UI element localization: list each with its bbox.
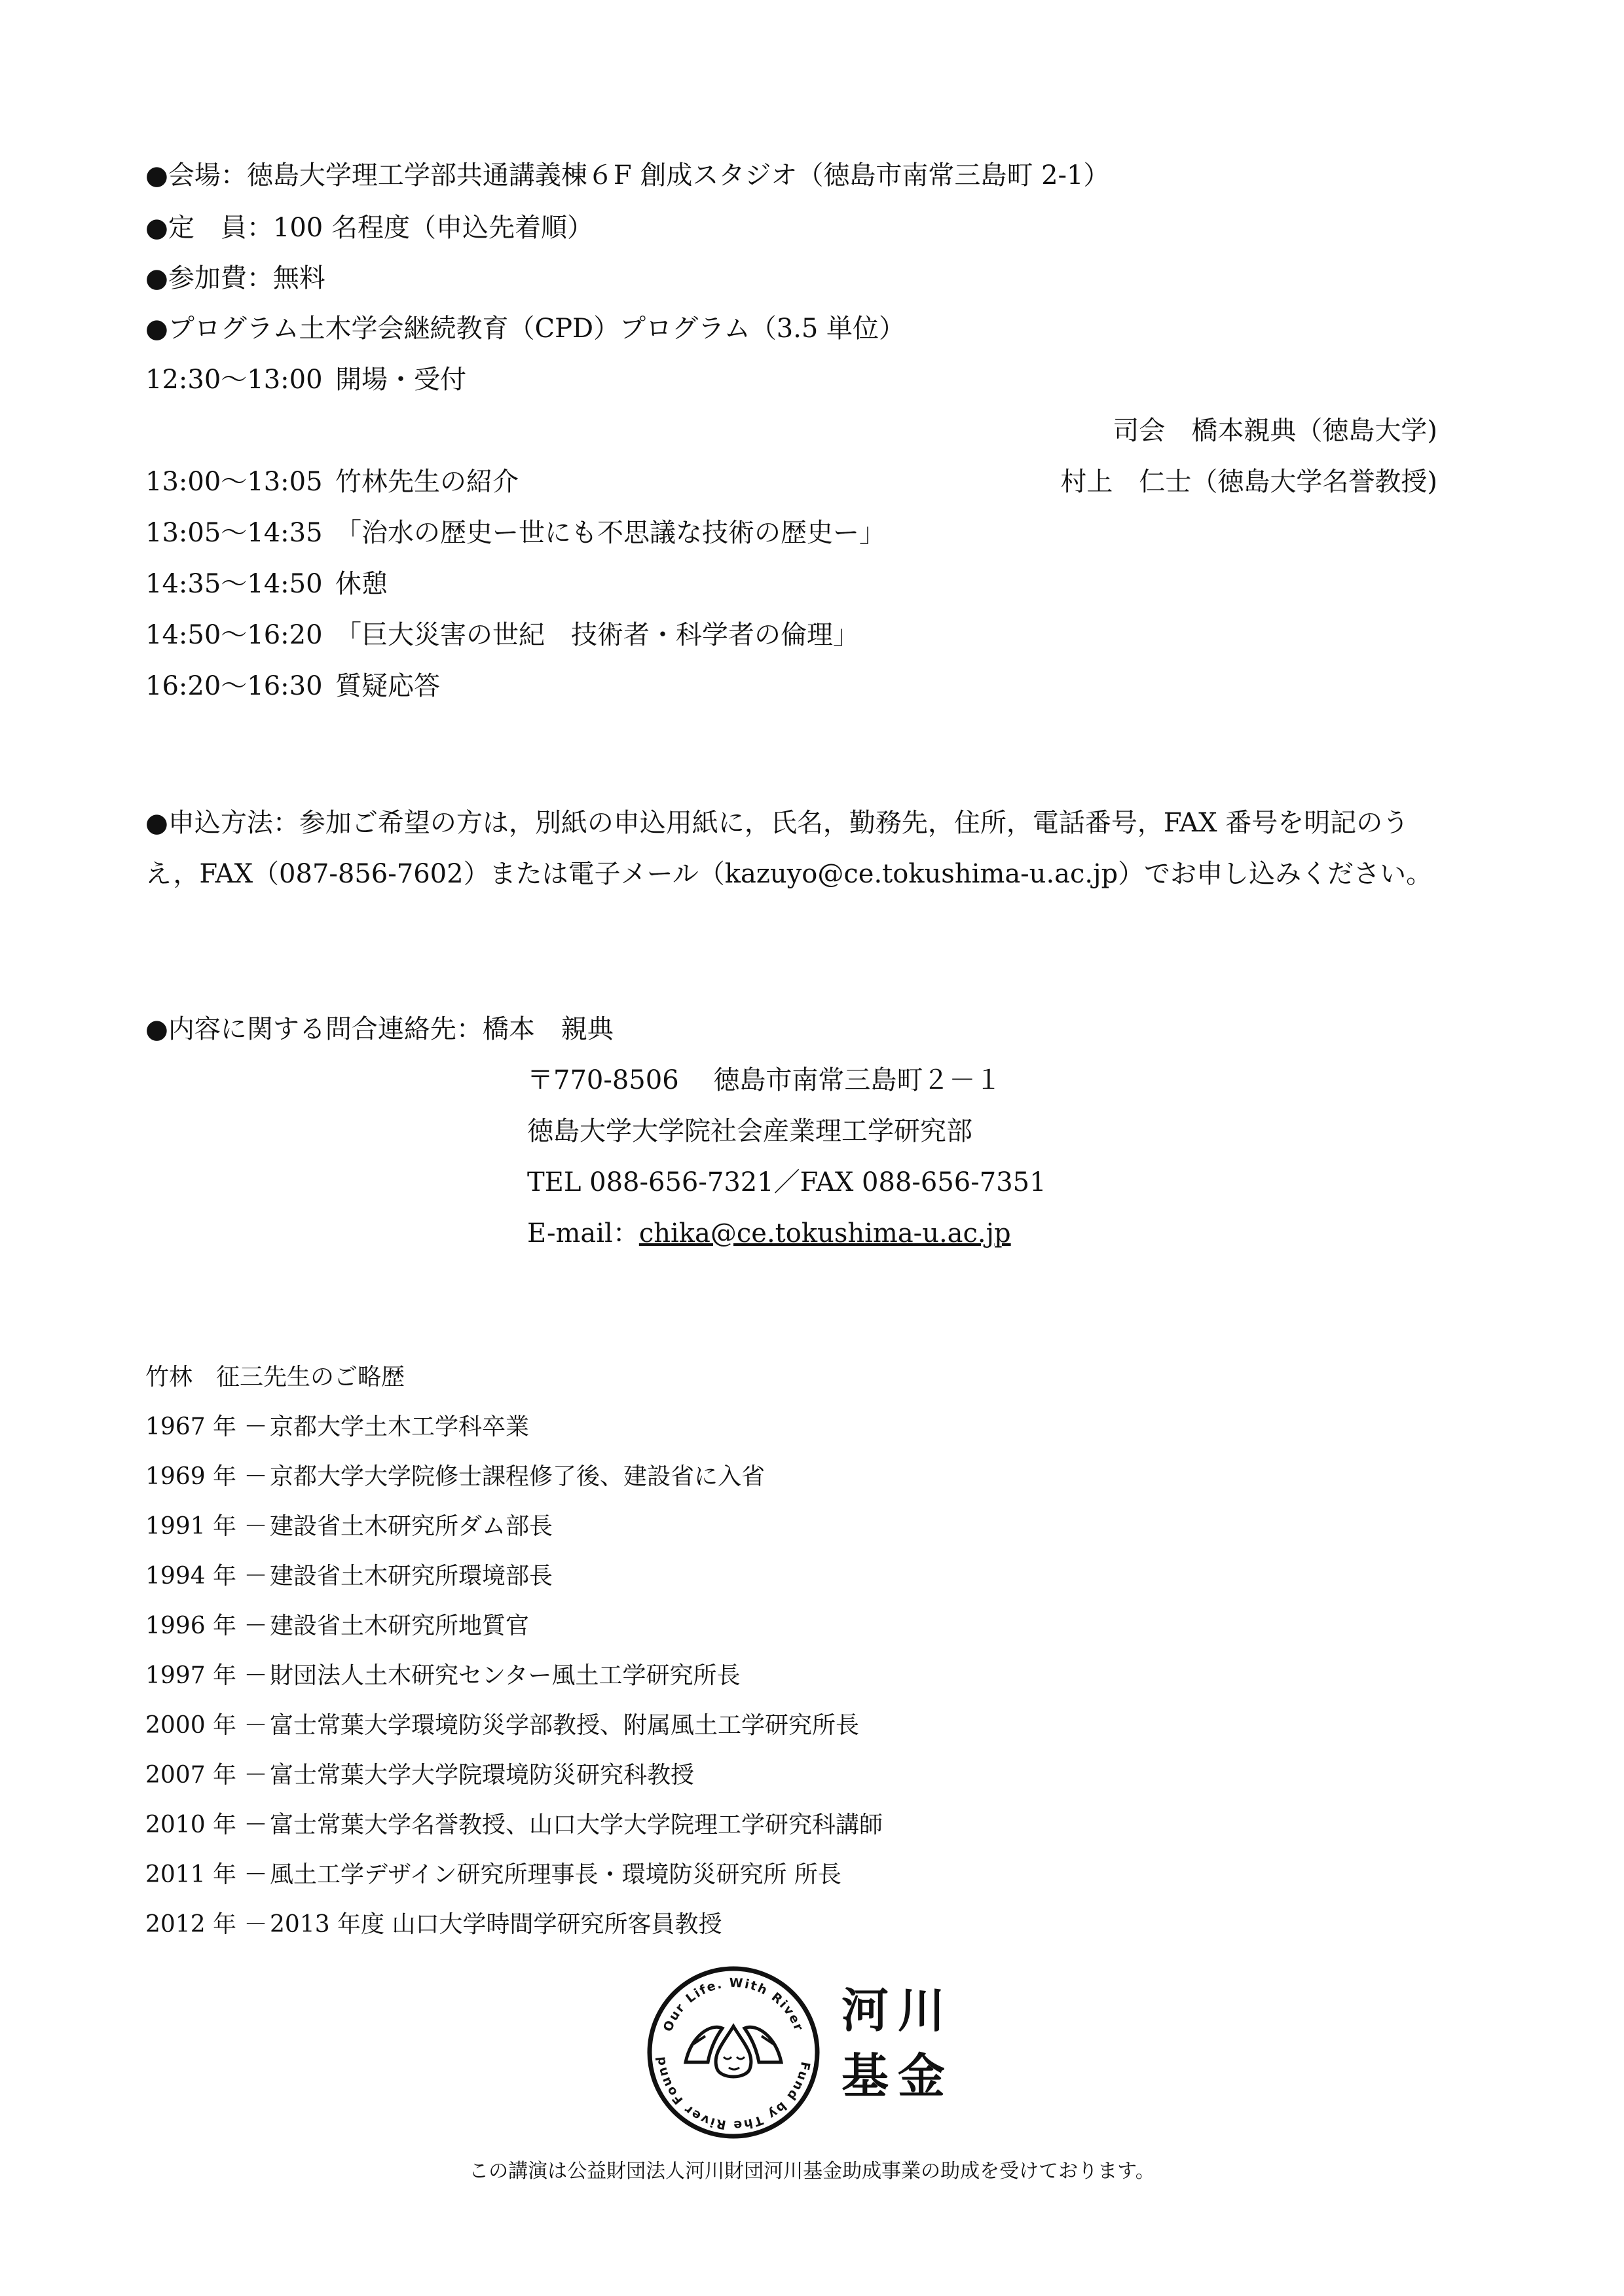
biography-item: [145, 1415, 529, 1439]
contact-phone: TEL 088-656-7321／FAX 088-656-7351: [527, 1167, 1046, 1197]
contact-address: 〒770-8506 徳島市南常三島町２－１: [527, 1065, 1002, 1095]
river-fund-logo: [645, 1964, 822, 2141]
schedule-desc: 「巨大災害の世紀 技術者・科学者の倫理」: [335, 620, 859, 650]
schedule-desc: 竹林先生の紹介: [335, 467, 519, 497]
schedule-row: [145, 571, 388, 597]
application-paragraph: ●申込方法：参加ご希望の方は，別紙の申込用紙に，氏名，勤務先，住所，電話番号，FAX 番号を明記のうえ，FAX（087-856-7602）または電子メール（kazuyo@ce.tokushima-u.ac.jp）でお申し込みください。: [145, 808, 1433, 889]
bio-text: 財団法人土木研究センター風土工学研究所長: [270, 1662, 741, 1689]
biography-item: [145, 1664, 741, 1688]
river-fund-emblem-icon: [645, 1964, 822, 2141]
bio-text: 建設省土木研究所ダム部長: [270, 1513, 553, 1540]
schedule-desc: 休憩: [335, 569, 388, 599]
biography-title: 竹林 征三先生のご略歴: [145, 1364, 405, 1391]
bio-year: 1991 年 －: [145, 1513, 268, 1540]
bio-text: 2013 年度 山口大学時間学研究所客員教授: [270, 1911, 722, 1938]
schedule-time: 13:05～14:35: [145, 518, 323, 548]
svg-text:River Fund by The River Founda: Fund by The River Found: [653, 2054, 813, 2133]
biography-item: [145, 1714, 859, 1738]
intro-line: 村上 仁士（徳島大学名誉教授): [1060, 467, 1437, 497]
contact-label: ●内容に関する問合連絡先：橋本 親典: [145, 1014, 614, 1044]
biography-item: [145, 1614, 529, 1638]
schedule-time: 14:35～14:50: [145, 569, 323, 599]
mc-line: 司会 橋本親典（徳島大学): [1113, 416, 1437, 446]
bio-year: 1996 年 －: [145, 1613, 268, 1639]
schedule-time: 12:30～13:00: [145, 365, 323, 395]
biography-item: [145, 1515, 553, 1539]
bio-year: 2007 年 －: [145, 1762, 268, 1789]
bio-text: 富士常葉大学環境防災学部教授、附属風土工学研究所長: [270, 1712, 860, 1739]
schedule-time: 13:00～13:05: [145, 467, 323, 497]
bio-text: 富士常葉大学大学院環境防災研究科教授: [270, 1762, 695, 1789]
capacity-line: ●定 員：100 名程度（申込先着順）: [145, 213, 593, 243]
bio-year: 1997 年 －: [145, 1662, 268, 1689]
logo-text-line2: 基金: [841, 2049, 955, 2104]
program-line: ●プログラム土木学会継続教育（CPD）プログラム（3.5 単位）: [145, 314, 906, 344]
bio-year: 2010 年 －: [145, 1812, 268, 1838]
schedule-row: [145, 520, 885, 546]
venue-line: ●会場：徳島大学理工学部共通講義棟６F 創成スタジオ（徳島市南常三島町 2-1）: [145, 160, 1110, 191]
schedule-row: [145, 469, 519, 495]
footer-note: この講演は公益財団法人河川財団河川基金助成事業の助成を受けております。: [469, 2160, 1155, 2183]
bio-text: 富士常葉大学名誉教授、山口大学大学院理工学研究科講師: [270, 1812, 883, 1838]
fee-line: ●参加費：無料: [145, 263, 325, 293]
schedule-time: 16:20～16:30: [145, 671, 323, 701]
schedule-desc: 開場・受付: [335, 365, 466, 395]
logo-text-line1: 河川: [841, 1983, 955, 2038]
schedule-time: 14:50～16:20: [145, 620, 323, 650]
email-link[interactable]: chika@ce.tokushima-u.ac.jp: [638, 1218, 1011, 1248]
svg-text:Our Life. With River: Our Life. With River: [660, 1975, 807, 2034]
biography-item: [145, 1913, 722, 1937]
bio-year: 2011 年 －: [145, 1861, 268, 1888]
biography-item: [145, 1764, 694, 1787]
contact-email-row: [527, 1220, 1011, 1247]
schedule-row: [145, 367, 466, 393]
biography-item: [145, 1565, 553, 1588]
email-label: E-mail：: [527, 1218, 639, 1248]
bio-year: 2012 年 －: [145, 1911, 268, 1938]
bio-text: 京都大学大学院修士課程修了後、建設省に入省: [270, 1463, 766, 1490]
bio-text: 風土工学デザイン研究所理事長・環境防災研究所 所長: [270, 1861, 841, 1888]
contact-dept: 徳島大学大学院社会産業理工学研究部: [527, 1116, 972, 1146]
schedule-desc: 「治水の歴史ー世にも不思議な技術の歴史ー」: [335, 518, 885, 548]
bio-year: 1967 年 －: [145, 1413, 268, 1440]
bio-text: 京都大学土木工学科卒業: [270, 1413, 530, 1440]
bio-year: 1994 年 －: [145, 1563, 268, 1590]
biography-item: [145, 1863, 841, 1887]
bio-year: 2000 年 －: [145, 1712, 268, 1739]
biography-item: [145, 1465, 765, 1489]
biography-item: [145, 1813, 883, 1837]
bio-year: 1969 年 －: [145, 1463, 268, 1490]
bio-text: 建設省土木研究所環境部長: [270, 1563, 553, 1590]
schedule-desc: 質疑応答: [335, 671, 440, 701]
schedule-row: [145, 622, 859, 648]
schedule-row: [145, 673, 440, 699]
bio-text: 建設省土木研究所地質官: [270, 1613, 530, 1639]
